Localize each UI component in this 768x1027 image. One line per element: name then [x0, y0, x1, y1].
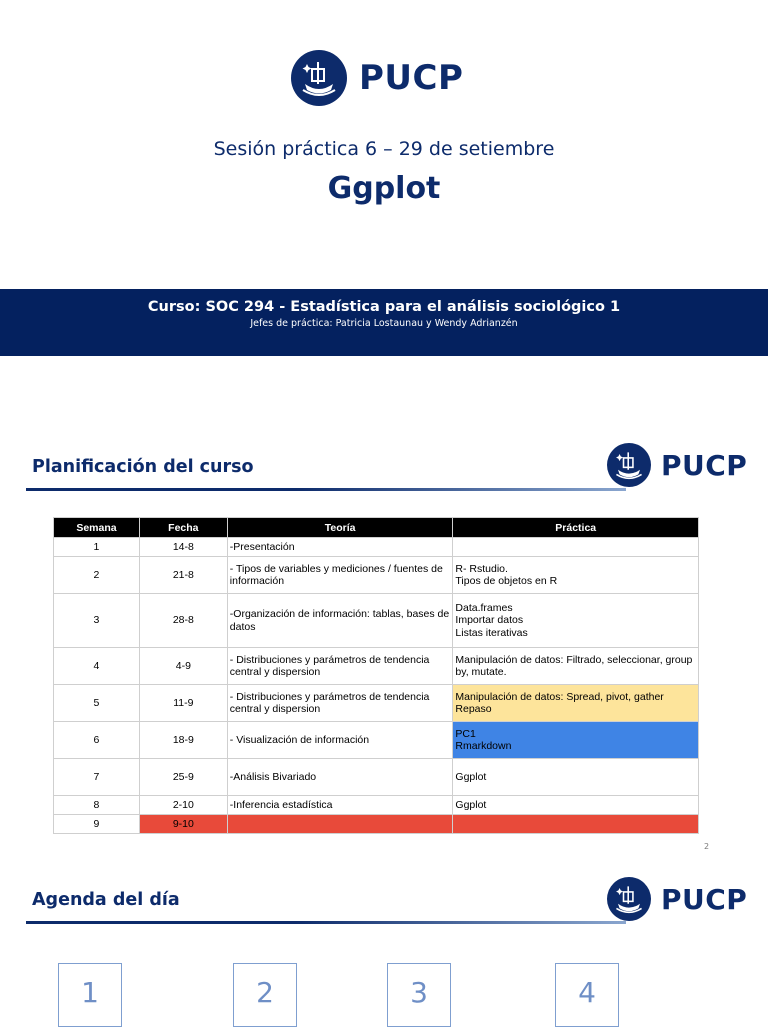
agenda-item — [58, 963, 122, 1027]
cell-semana: 7 — [54, 759, 140, 796]
cell-teoria: - Distribuciones y parámetros de tendencia central y dispersion — [227, 648, 453, 685]
practica-line: Manipulación de datos: Filtrado, seleccionar, group by, mutate. — [455, 653, 693, 678]
cell-teoria: -Organización de información: tablas, bases de datos — [227, 594, 453, 648]
planning-title-rule — [26, 488, 626, 491]
practica-line: Data.frames — [455, 601, 513, 614]
practica-line: Repaso — [455, 703, 492, 715]
cell-practica — [453, 594, 699, 648]
table-row — [54, 557, 699, 594]
cell-fecha: 28-8 — [139, 594, 227, 648]
agenda-item — [387, 963, 451, 1027]
table-row — [54, 594, 699, 648]
cell-practica — [453, 538, 699, 557]
cell-fecha: 9-10 — [139, 815, 227, 834]
table-row — [54, 796, 699, 815]
course-name: Curso: SOC 294 - Estadística para el análisis sociológico 1 — [147, 299, 621, 315]
pucp-logo — [607, 443, 747, 487]
cell-semana: 4 — [54, 648, 140, 685]
ship-emblem-icon — [607, 877, 651, 921]
cell-fecha: 11-9 — [139, 685, 227, 722]
practica-line: PC1 — [455, 727, 476, 740]
agenda-item-number: 4 — [578, 976, 596, 1009]
table-row — [54, 815, 699, 834]
agenda-item-number: 3 — [410, 976, 428, 1009]
agenda-item — [555, 963, 619, 1027]
header-practica: Práctica — [453, 518, 699, 538]
logo-wordmark: PUCP — [661, 882, 748, 916]
cell-fecha: 14-8 — [139, 538, 227, 557]
cell-practica — [453, 685, 699, 722]
page-number: 2 — [704, 842, 710, 851]
cell-teoria: - Distribuciones y parámetros de tendencia central y dispersion — [227, 685, 453, 722]
planning-table — [53, 517, 699, 834]
practica-line: R- Rstudio. — [455, 562, 508, 575]
cell-practica — [453, 759, 699, 796]
session-title: Ggplot — [327, 171, 441, 206]
pucp-logo — [291, 50, 463, 106]
cell-fecha: 2-10 — [139, 796, 227, 815]
ship-emblem-icon — [607, 443, 651, 487]
cell-semana: 6 — [54, 722, 140, 759]
cell-practica — [453, 648, 699, 685]
practica-line: Manipulación de datos: Spread, pivot, gather — [455, 690, 664, 703]
agenda-item-number: 1 — [81, 976, 99, 1009]
logo-wordmark: PUCP — [661, 448, 748, 482]
cell-semana: 5 — [54, 685, 140, 722]
cell-teoria: -Presentación — [227, 538, 453, 557]
header-teoria: Teoría — [227, 518, 453, 538]
cell-fecha: 18-9 — [139, 722, 227, 759]
practica-line: Ggplot — [455, 798, 487, 811]
cell-practica — [453, 557, 699, 594]
planning-title: Planificación del curso — [32, 457, 254, 477]
agenda-title: Agenda del día — [32, 890, 180, 910]
ship-emblem-icon — [291, 50, 347, 106]
table-header-row — [54, 518, 699, 538]
practica-line: Listas iterativas — [455, 626, 528, 639]
table-row — [54, 759, 699, 796]
logo-wordmark: PUCP — [359, 58, 464, 98]
table-row — [54, 538, 699, 557]
cell-fecha: 4-9 — [139, 648, 227, 685]
practica-line: Tipos de objetos en R — [455, 575, 558, 587]
cell-teoria — [227, 815, 453, 834]
table-row — [54, 685, 699, 722]
cell-teoria: -Análisis Bivariado — [227, 759, 453, 796]
agenda-title-rule — [26, 921, 626, 924]
header-semana: Semana — [54, 518, 140, 538]
header-fecha: Fecha — [139, 518, 227, 538]
cell-teoria: - Tipos de variables y mediciones / fuentes de información — [227, 557, 453, 594]
cell-semana: 9 — [54, 815, 140, 834]
table-row — [54, 648, 699, 685]
cell-semana: 3 — [54, 594, 140, 648]
cell-teoria: - Visualización de información — [227, 722, 453, 759]
cell-practica — [453, 722, 699, 759]
practica-line: Rmarkdown — [455, 740, 512, 752]
practica-line: Importar datos — [455, 614, 524, 627]
session-subtitle: Sesión práctica 6 – 29 de setiembre — [213, 138, 555, 160]
agenda-item — [233, 963, 297, 1027]
table-row — [54, 722, 699, 759]
cell-teoria: -Inferencia estadística — [227, 796, 453, 815]
cell-fecha: 21-8 — [139, 557, 227, 594]
cell-practica — [453, 796, 699, 815]
cell-semana: 2 — [54, 557, 140, 594]
cell-fecha: 25-9 — [139, 759, 227, 796]
cell-semana: 1 — [54, 538, 140, 557]
agenda-item-number: 2 — [256, 976, 274, 1009]
practica-line: Ggplot — [455, 770, 487, 783]
cell-semana: 8 — [54, 796, 140, 815]
cell-practica — [453, 815, 699, 834]
pucp-logo — [607, 877, 747, 921]
course-staff: Jefes de práctica: Patricia Lostaunau y Wendy Adrianzén — [250, 318, 518, 329]
